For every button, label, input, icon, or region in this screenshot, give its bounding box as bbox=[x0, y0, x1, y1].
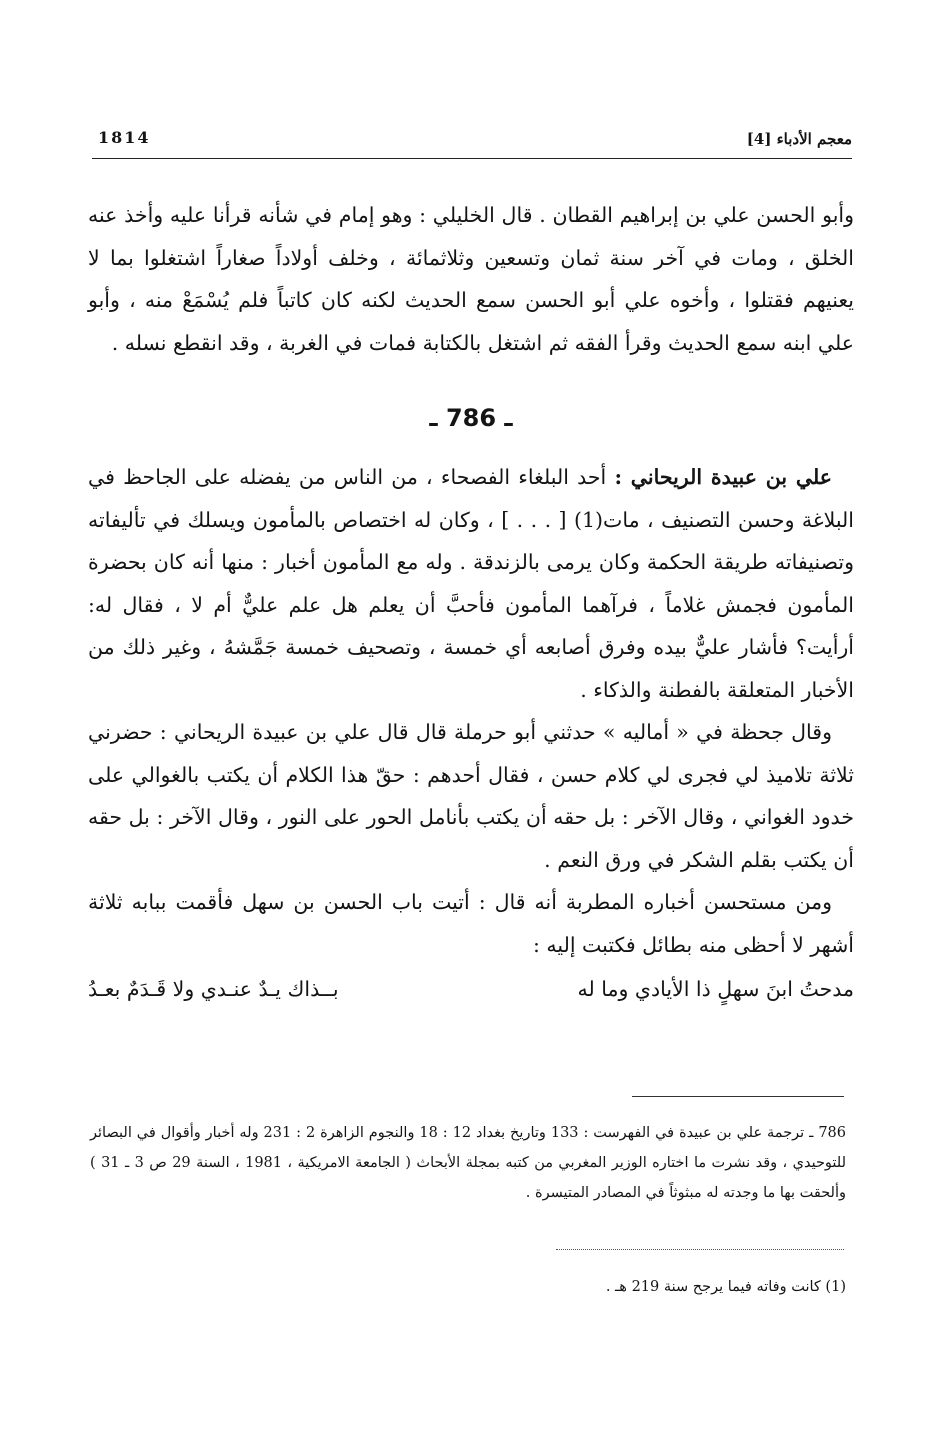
dotted-divider bbox=[556, 1249, 844, 1250]
entry-number-heading: ـ 786 ـ bbox=[429, 404, 513, 432]
verse-first-hemistich: مدحتُ ابنَ سهلٍ ذا الأيادي وما له bbox=[577, 977, 854, 1001]
verse-second-hemistich: بــذاك يـدٌ عنـدي ولا قَـدَمٌ بعـدُ bbox=[88, 977, 339, 1001]
numbered-footnote: (1) كانت وفاته فيما يرجح سنة 219 هـ . bbox=[605, 1279, 846, 1295]
poem-verse bbox=[88, 968, 854, 1011]
book-title: معجم الأدباء [4] bbox=[746, 130, 852, 148]
anecdote-paragraph: وقال جحظة في « أماليه » حدثني أبو حرملة قال قال علي بن عبيدة الريحاني : حضرني ثلاثة تلاميذ لي فجرى لي كلام حسن ، فقال أحدهم : حقّ هذا الكلام أن يكتب بالغوالي على خدود الغواني ، وقال الآخر : بل حقه أن يكتب بأنامل الحور على النور ، وقال الآخر : بل حقه أن يكتب بقلم الشكر في ورق النعم . bbox=[88, 720, 854, 872]
anecdote-paragraph-2: ومن مستحسن أخباره المطربة أنه قال : أتيت باب الحسن بن سهل فأقمت ببابه ثلاثة أشهر لا أحظى منه بطائل فكتبت إليه : bbox=[88, 890, 854, 957]
main-text bbox=[88, 194, 854, 1011]
footnotes-section bbox=[90, 1118, 846, 1208]
page-number: 1814 bbox=[98, 128, 151, 147]
running-header bbox=[92, 124, 852, 159]
previous-entry-paragraph: وأبو الحسن علي بن إبراهيم القطان . قال الخليلي : وهو إمام في شأنه قرأنا عليه وأخذ عنه الخلق ، ومات في آخر سنة ثمان وتسعين وثلاثمائة ، وخلف أولاداً صغاراً اشتغلوا بما لا يعنيهم فقتلوا ، وأخوه علي أبو الحسن سمع الحديث لكنه كان كاتباً فلم يُسْمَعْ منه ، وأبو علي ابنه سمع الحديث وقرأ الفقه ثم اشتغل بالكتابة فمات في الغربة ، وقد انقطع نسله . bbox=[88, 203, 854, 355]
source-footnote: 786 ـ ترجمة علي بن عبيدة في الفهرست : 133 وتاريخ بغداد 12 : 18 والنجوم الزاهرة 2 : 231 وله أخبار وأقوال في البصائر للتوحيدي ، وقد نشرت ما اختاره الوزير المغربي من كتبه بمجلة الأبحاث ( الجامعة الامريكية ، 1981 ، السنة 29 ص 3 ـ 31 ) وألحقت بها ما وجدته له مبثوثاً في المصادر المتيسرة . bbox=[90, 1125, 847, 1201]
entry-paragraph-text: أحد البلغاء الفصحاء ، من الناس من يفضله على الجاحظ في البلاغة وحسن التصنيف ، مات(1) [ . . . ] ، وكان له اختصاص بالمأمون ويسلك في تأليفاته وتصنيفاته طريقة الحكمة وكان يرمى بالزندقة . وله مع المأمون أخبار : منها أنه كان بحضرة المأمون فجمش غلاماً ، فرآهما المأمون فأحبَّ أن يعلم هل علم عليٌّ أم لا ، فقال له: أرأيت؟ فأشار عليٌّ بيده وفرق أصابعه أي خمسة ، وتصحيف خمسة جَمَّشهُ ، وغير ذلك من الأخبار المتعلقة بالفطنة والذكاء . bbox=[88, 465, 854, 702]
footnote-divider bbox=[632, 1096, 844, 1097]
entry-name: علي بن عبيدة الريحاني : bbox=[614, 465, 832, 489]
entry-paragraph bbox=[88, 456, 854, 711]
